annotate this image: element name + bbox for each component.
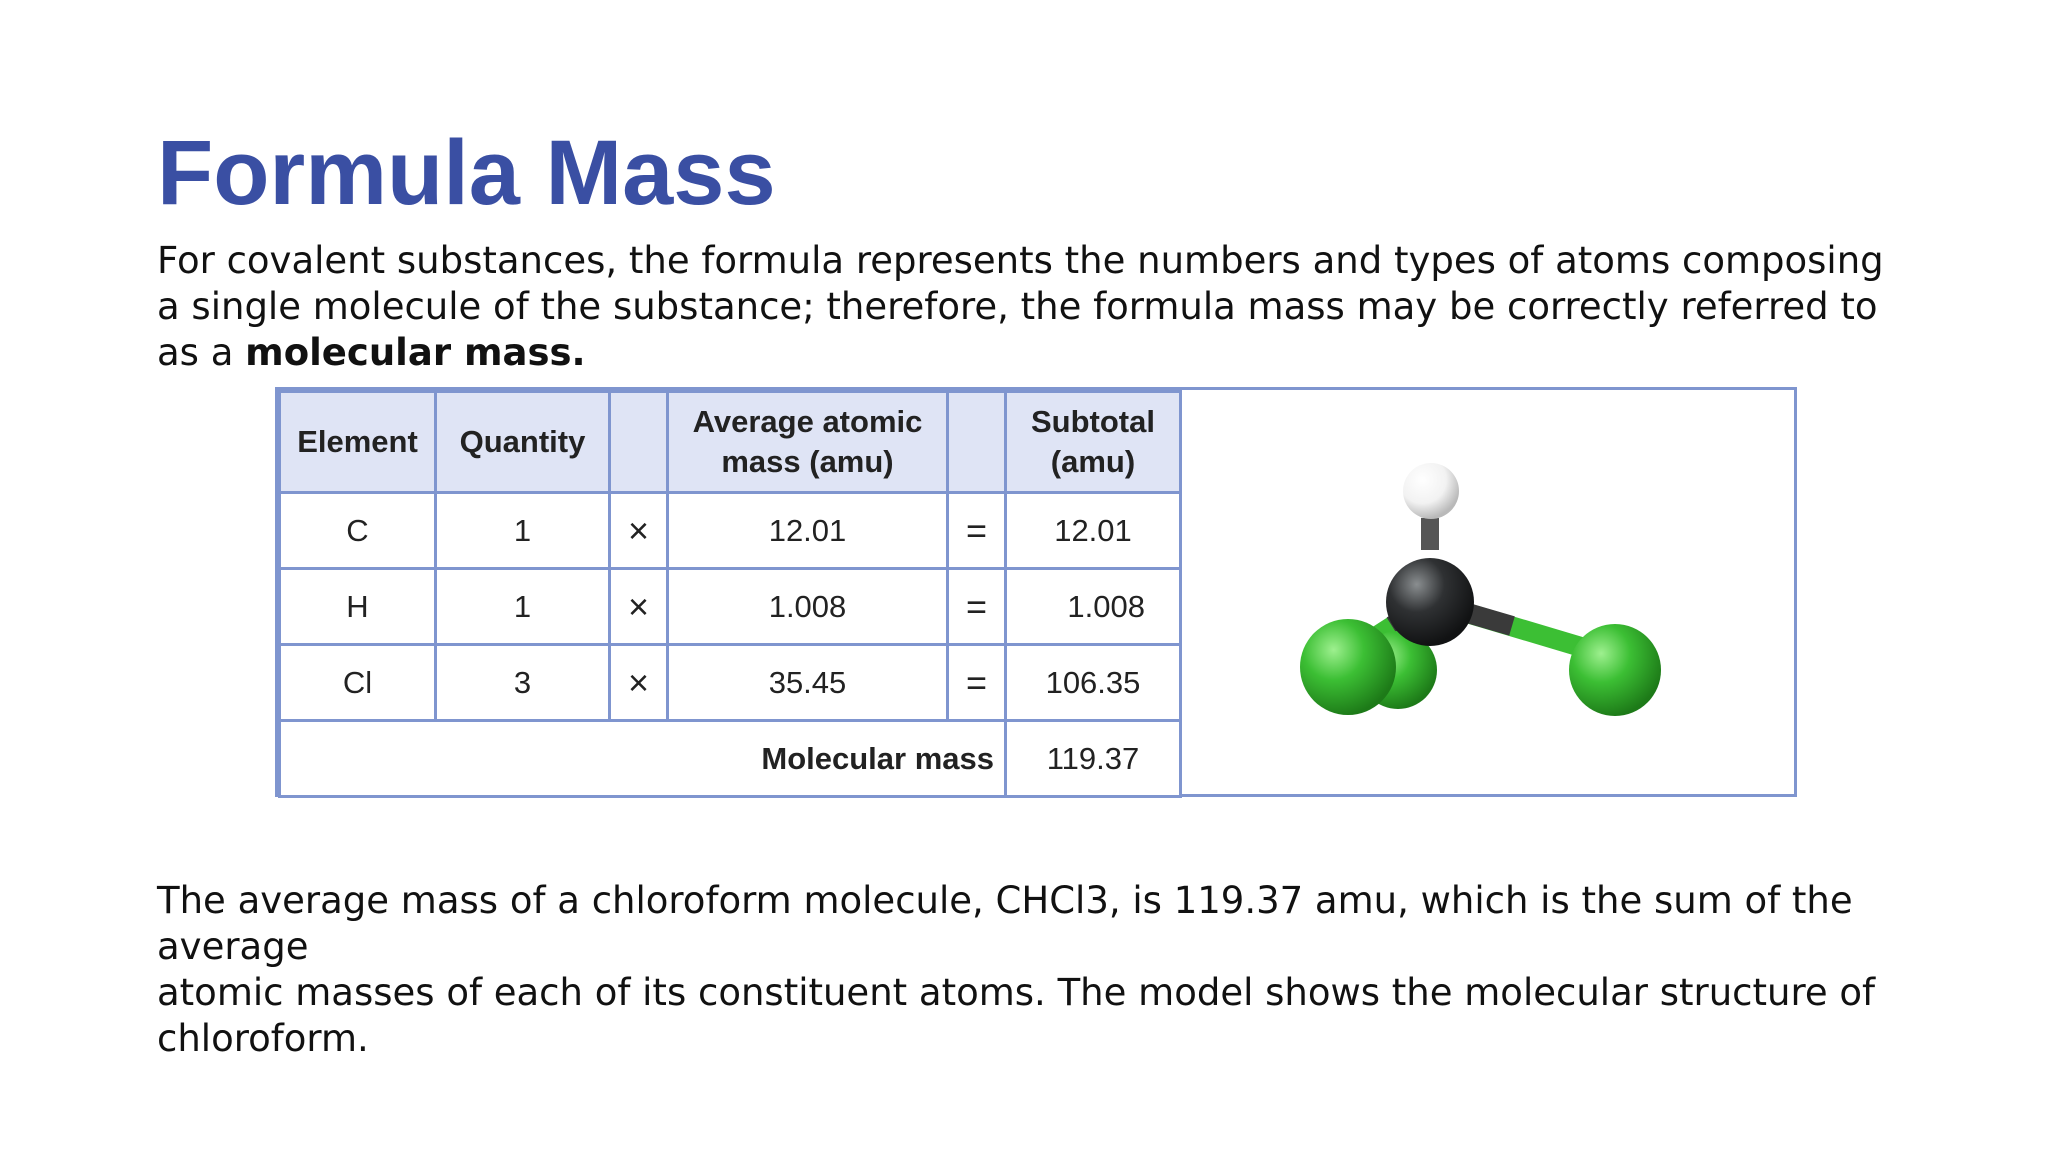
closing-line-4: chloroform.	[157, 1017, 369, 1060]
closing-paragraph	[157, 878, 1917, 1062]
closing-line-1: The average mass of a chloroform molecule, CHCl3, is 119.37 amu, which is the sum of the	[157, 879, 1853, 922]
cell-times: ×	[610, 493, 668, 569]
hydrogen-atom	[1403, 463, 1459, 519]
table-row	[280, 493, 1181, 569]
header-average-mass	[668, 392, 948, 493]
formula-mass-figure	[275, 387, 1797, 797]
closing-line-3: atomic masses of each of its constituent atoms. The model shows the molecular structure of	[157, 971, 1876, 1014]
table-row	[280, 569, 1181, 645]
molecular-mass-label: Molecular mass	[280, 721, 1006, 797]
molecule-svg	[1182, 390, 1794, 794]
cell-average-mass: 12.01	[668, 493, 948, 569]
cell-average-mass: 1.008	[668, 569, 948, 645]
header-quantity: Quantity	[436, 392, 610, 493]
cell-times: ×	[610, 569, 668, 645]
table-row	[280, 645, 1181, 721]
cell-equals: =	[948, 569, 1006, 645]
cell-quantity: 1	[436, 493, 610, 569]
header-subtotal-line2: (amu)	[1050, 444, 1136, 479]
cell-quantity: 3	[436, 645, 610, 721]
cell-times: ×	[610, 645, 668, 721]
header-subtotal-line1: Subtotal	[1031, 404, 1155, 439]
intro-text: For covalent substances, the formula represents the numbers and types of atoms composing a single molecule of the substance; therefore, the formula mass may be correctly referred to as a	[157, 239, 1884, 374]
cell-subtotal: 1.008	[1006, 569, 1181, 645]
cell-element: Cl	[280, 645, 436, 721]
cell-element: H	[280, 569, 436, 645]
cell-equals: =	[948, 645, 1006, 721]
chlorine-atom-right	[1569, 624, 1661, 716]
intro-paragraph	[157, 238, 1917, 376]
header-element: Element	[280, 392, 436, 493]
molecular-mass-value: 119.37	[1006, 721, 1181, 797]
closing-line-2: average	[157, 925, 309, 968]
cell-average-mass: 35.45	[668, 645, 948, 721]
header-average-mass-line2: mass (amu)	[721, 444, 894, 479]
intro-emphasis: molecular mass.	[245, 331, 586, 374]
header-subtotal	[1006, 392, 1181, 493]
chlorine-atom-left	[1300, 619, 1396, 715]
cell-quantity: 1	[436, 569, 610, 645]
chloroform-molecule-model	[1179, 390, 1794, 794]
carbon-atom	[1386, 558, 1474, 646]
header-average-mass-line1: Average atomic	[692, 404, 923, 439]
formula-mass-table	[278, 390, 1182, 798]
header-equals-blank	[948, 392, 1006, 493]
slide-title: Formula Mass	[157, 122, 776, 224]
table-total-row	[280, 721, 1181, 797]
cell-equals: =	[948, 493, 1006, 569]
cell-element: C	[280, 493, 436, 569]
cell-subtotal: 12.01	[1006, 493, 1181, 569]
cell-subtotal: 106.35	[1006, 645, 1181, 721]
table-header-row	[280, 392, 1181, 493]
header-operator-blank	[610, 392, 668, 493]
